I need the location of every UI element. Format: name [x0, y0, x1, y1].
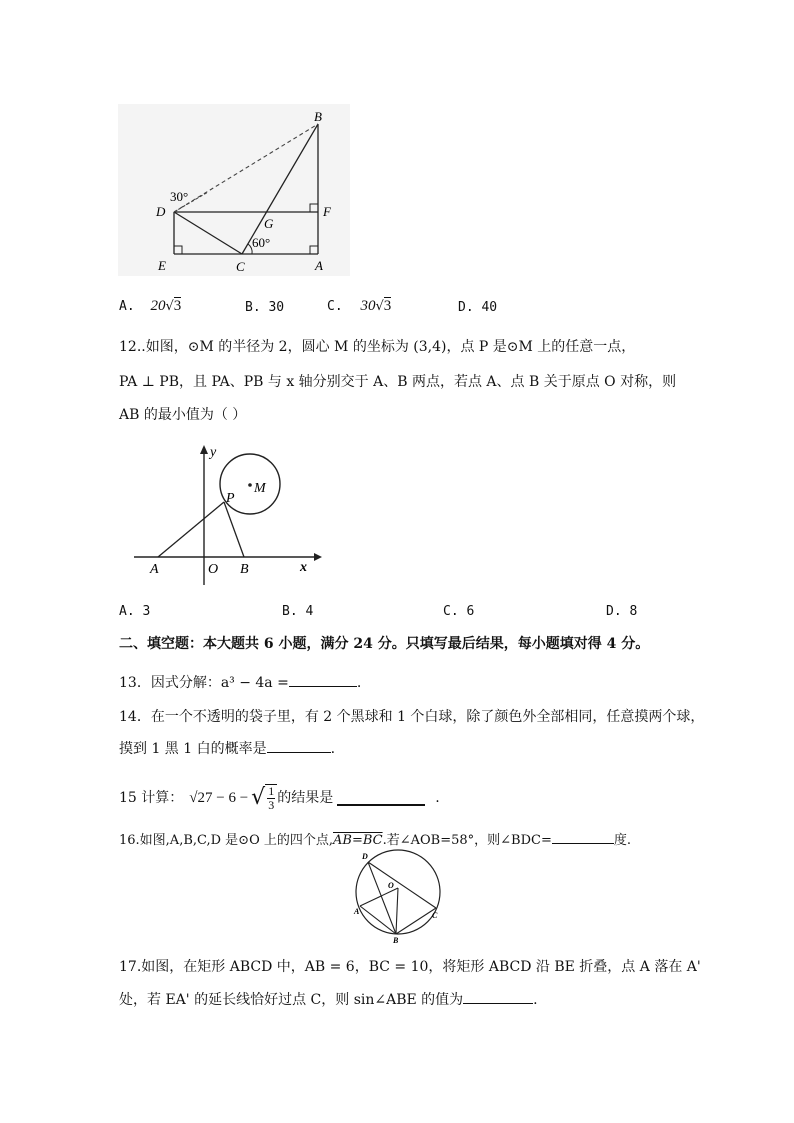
q16-rest: .若∠AOB=58°，则∠BDC=	[382, 833, 552, 848]
label-D: D	[156, 204, 166, 219]
q14-line-1: 14．在一个不透明的袋子里，有 2 个黑球和 1 个白球，除了颜色外全部相同，任意摸两个球，	[119, 709, 705, 725]
label-O: O	[388, 881, 394, 890]
q11-option-a: A. 20√3	[119, 298, 182, 314]
q12-line-3: AB 的最小值为（ ）	[119, 407, 247, 423]
q11-option-d: D. 40	[458, 300, 498, 315]
q17-line-1: 17.如图，在矩形 ABCD 中，AB = 6，BC = 10，将矩形 ABCD 沿 BE 折叠，点 A 落在 A'	[119, 959, 701, 975]
q12-option-d: D. 8	[606, 604, 638, 619]
label-C: C	[432, 911, 438, 920]
q12-line-1: 12..如图，⊙M 的半径为 2，圆心 M 的坐标为 (3,4)，点 P 是⊙M 上的任意一点，	[119, 339, 636, 355]
label-E: E	[158, 258, 166, 273]
center-M	[248, 483, 252, 487]
label-B: B	[240, 562, 249, 577]
q15-fraction	[265, 784, 277, 812]
q12-option-a: A. 3	[119, 604, 151, 619]
figure-q11	[118, 104, 350, 276]
label-B: B	[393, 936, 399, 944]
q14-end: .	[330, 741, 336, 757]
q15-suffix: 的结果是	[277, 790, 334, 806]
label-angle-60: 60°	[252, 235, 271, 250]
q17-text: 处，若 EA' 的延长线恰好过点 C，则 sin∠ABE 的值为	[119, 992, 464, 1008]
section-2-heading: 二、填空题：本大题共 6 小题，满分 24 分。只填写最后结果，每小题填对得 4 分。	[119, 636, 650, 652]
q13-end: .	[356, 675, 362, 691]
label-C: C	[236, 259, 245, 274]
label-A: A	[354, 907, 360, 916]
option-a-label: A.	[119, 299, 135, 314]
q15: 15 计算： √27 − 6 − √ $\frac{1}{3}$ 的结果是 .	[119, 784, 440, 812]
q11-option-c: C. 30√3	[327, 298, 392, 314]
q14-text: 摸到 1 黑 1 白的概率是	[119, 741, 267, 757]
q13-answer-blank[interactable]	[289, 672, 357, 687]
label-D: D	[362, 852, 368, 861]
line-DC	[368, 862, 436, 908]
q16-arcs: AB=BC	[333, 833, 383, 848]
line-PB	[224, 502, 244, 557]
q15-expression: √27 − 6 −	[189, 790, 249, 806]
q14-line-2	[119, 738, 335, 759]
option-c-radicand: 3	[383, 298, 392, 314]
label-angle-30: 30°	[170, 189, 189, 204]
q12-option-b: B. 4	[282, 604, 314, 619]
q11-option-b: B. 30	[245, 300, 285, 315]
q14-answer-blank[interactable]	[267, 738, 331, 753]
q16-text: 16.如图,A,B,C,D 是⊙O 上的四个点,	[119, 833, 333, 848]
q15-answer-blank[interactable]	[337, 790, 425, 806]
figure-q12	[128, 440, 324, 590]
option-c-coef: 30	[360, 298, 376, 314]
q15-prefix: 15 计算：	[119, 790, 184, 806]
label-y: y	[210, 445, 217, 460]
line-OB	[396, 888, 398, 934]
line-PA	[158, 502, 224, 557]
option-c-label: C.	[327, 299, 343, 314]
y-axis-arrow	[200, 445, 208, 454]
label-x: x	[300, 560, 307, 575]
q17-end: .	[533, 992, 538, 1008]
label-F: F	[323, 204, 331, 219]
figure-q16	[350, 848, 446, 944]
option-a-coef: 20	[150, 298, 166, 314]
q15-denominator: 3	[268, 798, 275, 812]
label-B: B	[314, 109, 322, 124]
label-P: P	[226, 491, 235, 506]
x-axis-arrow	[314, 553, 322, 561]
label-A: A	[315, 258, 323, 273]
q13	[119, 672, 361, 693]
q16-end: 度.	[613, 833, 631, 848]
q17-line-2	[119, 989, 538, 1010]
label-M: M	[254, 481, 266, 496]
q16-answer-blank[interactable]	[552, 829, 614, 844]
q17-answer-blank[interactable]	[463, 989, 533, 1004]
q12-line-2: PA ⊥ PB，且 PA、PB 与 x 轴分别交于 A、B 两点，若点 A、点 B 关于原点 O 对称，则	[119, 374, 677, 390]
label-A: A	[150, 562, 159, 577]
label-G: G	[264, 216, 274, 231]
option-a-radicand: 3	[173, 298, 182, 314]
q12-option-c: C. 6	[443, 604, 475, 619]
label-O: O	[208, 562, 219, 577]
q15-end: .	[435, 790, 440, 806]
q13-text: 13．因式分解：a³ − 4a =	[119, 675, 289, 691]
q15-numerator: 1	[268, 784, 275, 798]
